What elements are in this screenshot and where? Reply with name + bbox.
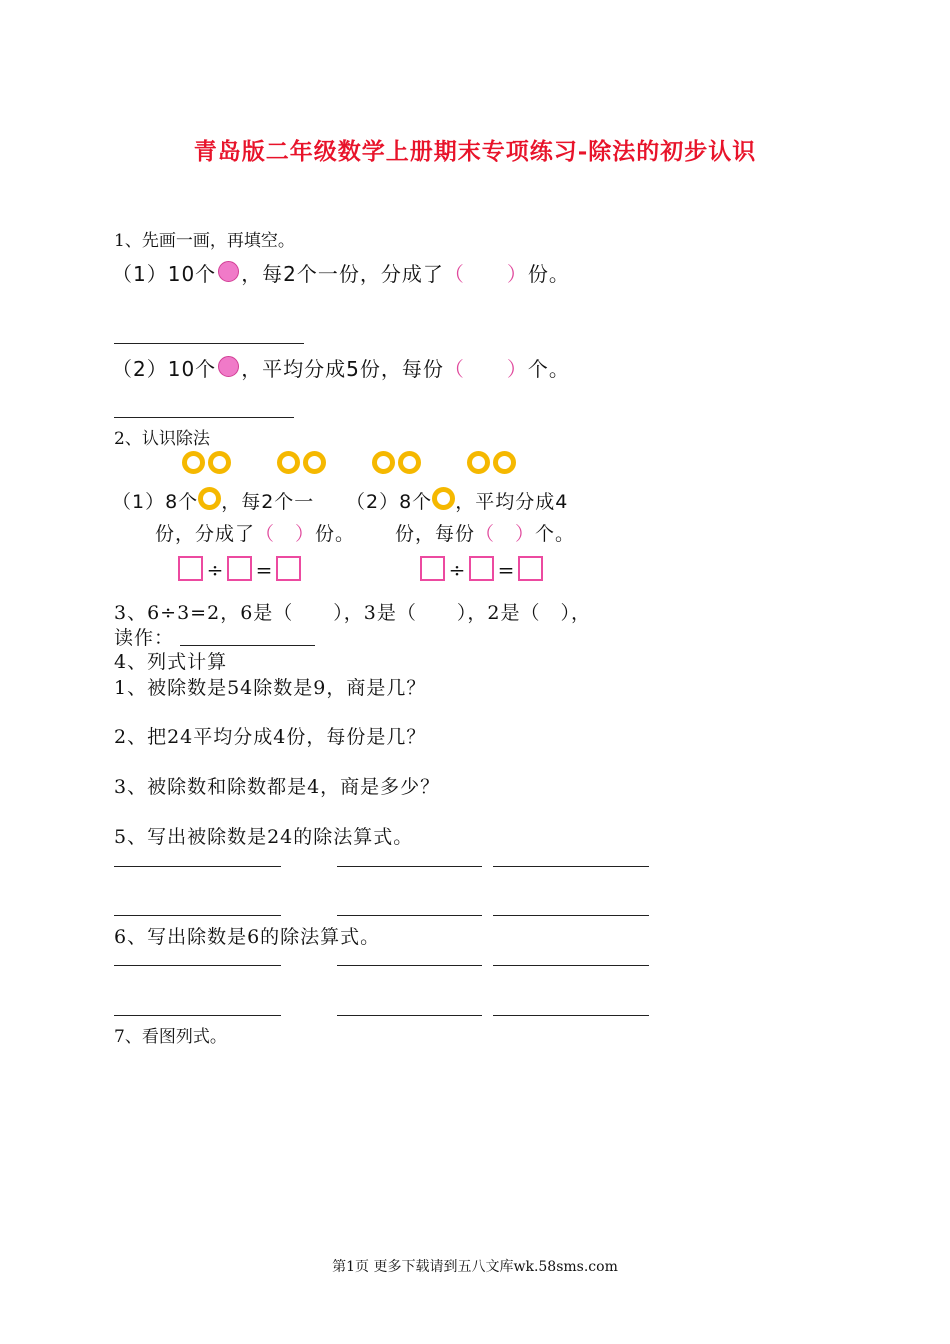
q2-part2-line1 [346, 487, 568, 514]
q6-answer-line[interactable] [337, 965, 482, 966]
divide-sign: ÷ [206, 558, 224, 582]
q5-answer-line[interactable] [337, 915, 482, 916]
q1-drawing-line-2[interactable] [114, 417, 294, 418]
q3-read-as-line[interactable] [180, 645, 315, 646]
yellow-ring-icon [493, 451, 516, 474]
q6-answer-line[interactable] [114, 1015, 281, 1016]
q2-part1-line1 [112, 487, 314, 514]
q2-part1-equation [178, 556, 301, 582]
q1-part2-unit: 个。 [527, 357, 570, 381]
yellow-ring-icon [398, 451, 421, 474]
yellow-ring-icon [467, 451, 490, 474]
q2-part1-label: （1）8个 [112, 491, 199, 513]
q6-heading: 6、写出除数是6的除法算式。 [114, 926, 381, 948]
q2-part1-answer-blank[interactable]: （ ） [255, 523, 316, 545]
dividend-box[interactable] [420, 556, 445, 581]
quotient-box[interactable] [276, 556, 301, 581]
q2-part2-text: ，平均分成4 [455, 491, 569, 513]
q1-part2-text: ，平均分成5份，每份 [241, 357, 444, 381]
page-footer: 第1页 更多下载请到五八文库wk.58sms.com [332, 1259, 618, 1275]
q1-part1-label: （1）10个 [112, 262, 217, 286]
q1-part2-answer-blank[interactable]: （ ） [443, 357, 528, 381]
dividend-box[interactable] [178, 556, 203, 581]
ring-group-4 [467, 451, 519, 476]
q4-item-1: 1、被除数是54除数是9，商是几？ [114, 677, 427, 699]
q3-line1: 3、6÷3=2，6是（ ），3是（ ），2是（ ）， [114, 602, 591, 624]
equals-sign: = [497, 558, 515, 582]
pink-circle-icon [218, 261, 239, 282]
q2-heading: 2、认识除法 [114, 429, 210, 449]
page-title: 青岛版二年级数学上册期末专项练习-除法的初步认识 [193, 138, 757, 165]
q1-part1 [112, 258, 570, 287]
q5-answer-line[interactable] [114, 866, 281, 867]
q4-heading: 4、列式计算 [114, 651, 228, 673]
q5-answer-line[interactable] [337, 866, 482, 867]
q1-heading: 1、先画一画，再填空。 [114, 231, 295, 251]
q1-part1-unit: 份。 [527, 262, 570, 286]
divisor-box[interactable] [227, 556, 252, 581]
q2-part1-text: ，每2个一 [221, 491, 315, 513]
q3-read-as-label: 读作： [114, 627, 175, 649]
q5-answer-line[interactable] [493, 866, 649, 867]
yellow-ring-icon [303, 451, 326, 474]
yellow-ring-icon [277, 451, 300, 474]
yellow-ring-icon [432, 487, 455, 510]
yellow-ring-icon [182, 451, 205, 474]
q1-part1-text: ，每2个一份，分成了 [241, 262, 444, 286]
divisor-box[interactable] [469, 556, 494, 581]
ring-group-3 [372, 451, 424, 476]
q5-answer-line[interactable] [114, 915, 281, 916]
yellow-ring-icon [198, 487, 221, 510]
q1-part2-label: （2）10个 [112, 357, 217, 381]
q4-item-2: 2、把24平均分成4份，每份是几？ [114, 726, 427, 748]
q1-drawing-line-1[interactable] [114, 343, 304, 344]
yellow-ring-icon [208, 451, 231, 474]
ring-group-1 [182, 451, 234, 476]
q2-part2-answer-blank[interactable]: （ ） [475, 523, 536, 545]
yellow-ring-icon [372, 451, 395, 474]
q1-part1-answer-blank[interactable]: （ ） [443, 262, 528, 286]
q7-heading: 7、看图列式。 [114, 1027, 227, 1047]
q2-part2-equation [420, 556, 543, 582]
q2-part2-label: （2）8个 [346, 491, 433, 513]
q6-answer-line[interactable] [493, 965, 649, 966]
q4-item-3: 3、被除数和除数都是4，商是多少？ [114, 776, 441, 798]
q5-answer-line[interactable] [493, 915, 649, 916]
q1-part2 [112, 353, 570, 382]
divide-sign: ÷ [448, 558, 466, 582]
pink-circle-icon [218, 356, 239, 377]
q5-heading: 5、写出被除数是24的除法算式。 [114, 826, 414, 848]
q6-answer-line[interactable] [493, 1015, 649, 1016]
ring-group-2 [277, 451, 329, 476]
q2-part2-line2: 份，每份（ ）个。 [395, 523, 576, 545]
equals-sign: = [255, 558, 273, 582]
q6-answer-line[interactable] [114, 965, 281, 966]
quotient-box[interactable] [518, 556, 543, 581]
q6-answer-line[interactable] [337, 1015, 482, 1016]
q2-part1-line2: 份，分成了（ ）份。 [155, 523, 356, 545]
